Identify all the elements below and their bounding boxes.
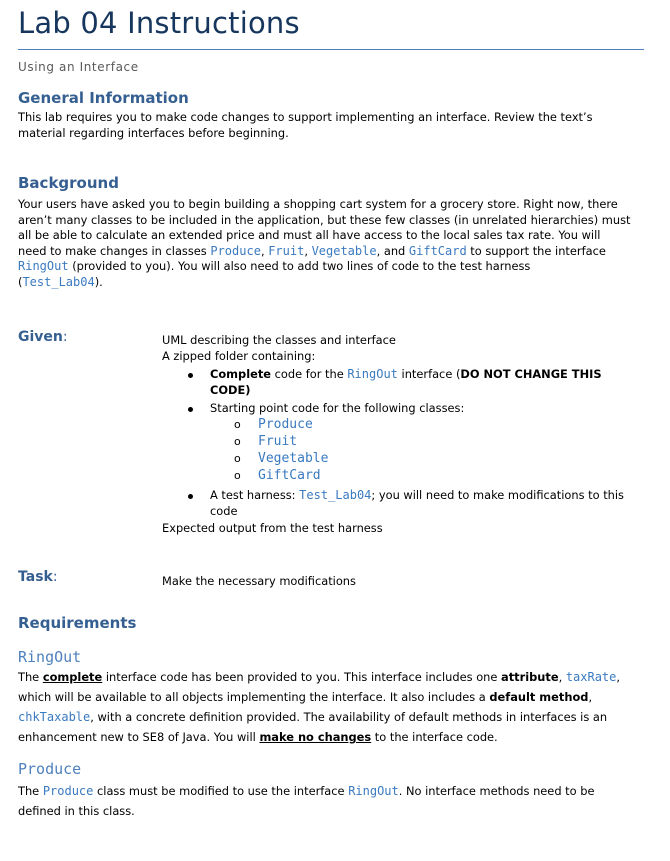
general-line-1: This lab requires you to make code changes to support implementing an interface. Review the text’s [18, 110, 593, 124]
class-list-item: o Produce [234, 417, 313, 432]
code-ringout: RingOut [348, 784, 399, 798]
ringout-line-2: which will be available to all objects implementing the interface. It also includes a default method, [18, 690, 593, 704]
background-line-1: Your users have asked you to begin building a shopping cart system for a grocery store. Right now, there [18, 197, 618, 211]
code-chktaxable: chkTaxable [18, 710, 91, 724]
page-subtitle: Using an Interface [18, 60, 139, 74]
code-taxrate: taxRate [565, 670, 617, 684]
background-line-5: RingOut (provided to you). You will also need to add two lines of code to the test harness [18, 259, 531, 274]
produce-line-1: The Produce class must be modified to use the interface RingOut. No interface methods need to be [18, 784, 595, 798]
class-list-item: o Vegetable [234, 451, 329, 466]
code-ringout: RingOut [18, 259, 69, 274]
given-expected-output: Expected output from the test harness [162, 521, 383, 535]
code-fruit: Fruit [268, 243, 305, 258]
code-vegetable: Vegetable [311, 243, 377, 258]
ringout-heading: RingOut [18, 648, 82, 666]
general-info-paragraph [18, 110, 643, 141]
general-info-heading: General Information [18, 89, 189, 107]
given-bullet-test-harness: A test harness: Test_Lab04; you will need to make modifications to this code [210, 488, 624, 518]
class-list-item: o GiftCard [234, 468, 321, 483]
code-test-harness: Test_Lab04 [299, 488, 372, 502]
task-label: Task: [18, 569, 58, 585]
ringout-line-3: chkTaxable, with a concrete definition provided. The availability of default methods in interfaces is an [18, 710, 608, 724]
background-heading: Background [18, 174, 119, 192]
given-zip: A zipped folder containing: [162, 349, 316, 363]
page-title: Lab 04 Instructions [18, 6, 300, 40]
bullet-dot [188, 407, 193, 412]
produce-paragraph [18, 781, 643, 821]
background-line-2: aren’t many classes to be included in the application, but these few classes (in unrelated hierarchies) must [18, 212, 631, 227]
ringout-line-4: enhancement new to SE8 of Java. You will make no changes to the interface code. [18, 730, 498, 744]
ringout-line-1: The complete interface code has been provided to you. This interface includes one attribute, taxRate, [18, 670, 621, 684]
given-uml: UML describing the classes and interface [162, 333, 396, 347]
code-test-harness: Test_Lab04 [22, 274, 95, 289]
class-list-item: o Fruit [234, 434, 298, 449]
background-line-3: all be able to calculate an extended price and must all have access to the local sales tax rate. You will [18, 228, 601, 243]
given-label: Given: [18, 329, 68, 345]
code-produce: Produce [42, 784, 94, 798]
background-line-6: (Test_Lab04). [18, 274, 103, 289]
code-ringout: RingOut [347, 367, 398, 381]
bullet-dot [188, 373, 193, 378]
code-produce: Produce [210, 243, 261, 258]
task-text: Make the necessary modifications [162, 574, 356, 588]
bullet-dot [188, 494, 193, 499]
background-line-4: need to make changes in classes Produce, Fruit, Vegetable, and GiftCard to support the interface [18, 243, 606, 258]
produce-heading: Produce [18, 760, 82, 778]
produce-line-2: defined in this class. [18, 804, 135, 818]
general-line-2: material regarding interfaces before beginning. [18, 125, 289, 140]
given-bullet-starting-code: Starting point code for the following classes: [210, 401, 465, 415]
title-divider [18, 49, 644, 50]
code-giftcard: GiftCard [408, 243, 467, 258]
given-bullet-complete: Complete code for the RingOut interface (DO NOT CHANGE THIS CODE) [210, 367, 602, 397]
background-paragraph [18, 197, 643, 291]
requirements-heading: Requirements [18, 614, 137, 632]
ringout-paragraph [18, 667, 643, 747]
